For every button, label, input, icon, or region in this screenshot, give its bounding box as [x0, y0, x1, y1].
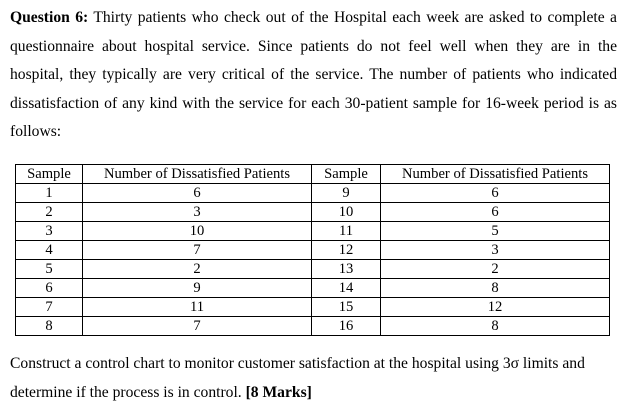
sample-cell: 12 [312, 241, 381, 260]
sample-cell: 2 [16, 203, 83, 222]
dissatisfied-cell: 6 [381, 203, 610, 222]
dissatisfied-cell: 12 [381, 298, 610, 317]
header-sample-1: Sample [16, 165, 83, 184]
dissatisfied-cell: 2 [381, 260, 610, 279]
question-text: Thirty patients who check out of the Hospital each week are asked to complete a questionnaire about hospital service. Since patients do not feel well when they are in the hospital, they typically are very critical of the service. The number of patients who indicated dissatisfaction of any kind with the service for each 30-patient sample for 16-week period is as follows: [10, 9, 617, 140]
table-row [16, 298, 610, 317]
dissatisfied-patients-table [15, 164, 610, 336]
dissatisfied-cell: 9 [83, 279, 312, 298]
dissatisfied-cell: 8 [381, 279, 610, 298]
sample-cell: 14 [312, 279, 381, 298]
table-row [16, 260, 610, 279]
header-sample-2: Sample [312, 165, 381, 184]
sample-cell: 1 [16, 184, 83, 203]
dissatisfied-cell: 7 [83, 241, 312, 260]
instruction-text: Construct a control chart to monitor customer satisfaction at the hospital using 3σ limits and determine if the process is in control. [10, 355, 585, 401]
sample-cell: 8 [16, 317, 83, 336]
dissatisfied-cell: 3 [83, 203, 312, 222]
sample-cell: 4 [16, 241, 83, 260]
table-row [16, 317, 610, 336]
sample-cell: 16 [312, 317, 381, 336]
dissatisfied-cell: 11 [83, 298, 312, 317]
dissatisfied-cell: 8 [381, 317, 610, 336]
dissatisfied-cell: 10 [83, 222, 312, 241]
question-paragraph [10, 4, 617, 147]
table-row [16, 279, 610, 298]
dissatisfied-cell: 6 [381, 184, 610, 203]
table-header-row [16, 165, 610, 184]
sample-cell: 9 [312, 184, 381, 203]
table-row [16, 241, 610, 260]
table-row [16, 203, 610, 222]
sample-cell: 11 [312, 222, 381, 241]
table-row [16, 184, 610, 203]
dissatisfied-cell: 7 [83, 317, 312, 336]
dissatisfied-cell: 3 [381, 241, 610, 260]
marks-label: [8 Marks] [245, 383, 312, 401]
dissatisfied-cell: 2 [83, 260, 312, 279]
header-dissatisfied-1: Number of Dissatisfied Patients [83, 165, 312, 184]
sample-cell: 15 [312, 298, 381, 317]
dissatisfied-cell: 5 [381, 222, 610, 241]
sample-cell: 6 [16, 279, 83, 298]
dissatisfied-cell: 6 [83, 184, 312, 203]
instruction-paragraph [10, 350, 617, 407]
sample-cell: 13 [312, 260, 381, 279]
sample-cell: 5 [16, 260, 83, 279]
header-dissatisfied-2: Number of Dissatisfied Patients [381, 165, 610, 184]
question-label: Question 6: [10, 9, 89, 26]
sample-cell: 3 [16, 222, 83, 241]
sample-cell: 7 [16, 298, 83, 317]
table-row [16, 222, 610, 241]
sample-cell: 10 [312, 203, 381, 222]
